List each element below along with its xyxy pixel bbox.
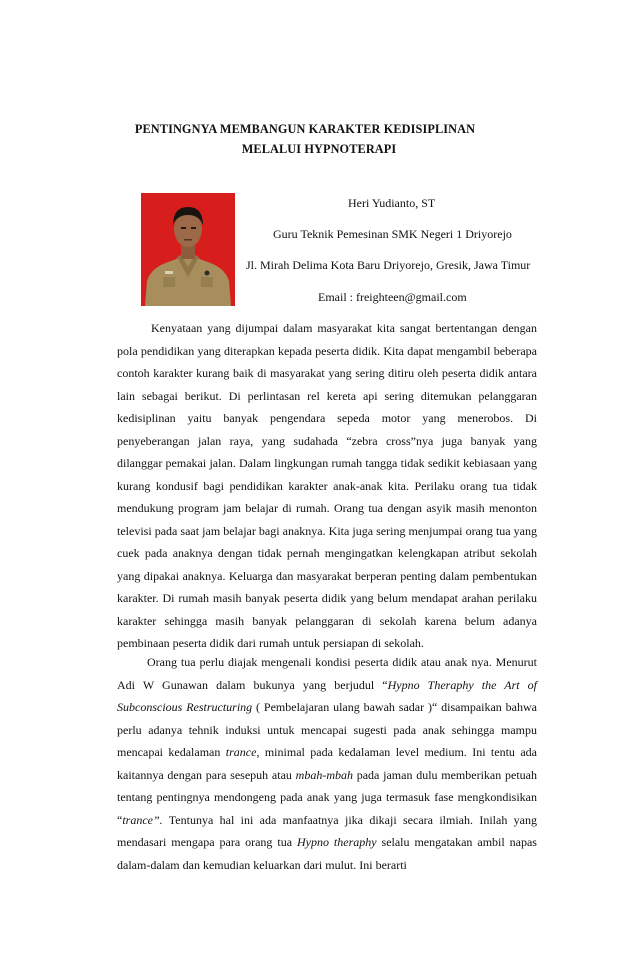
paragraph-2-text: , minimal pada kedalaman level medium. Ini tentu ada kaitannya dengan para sesepuh atau [117,745,537,782]
author-address: Jl. Mirah Delima Kota Baru Driyorejo, Gresik, Jawa Timur [246,258,531,272]
book-title: Hypno Theraphy the Art of Subconscious Restructuring [117,677,537,714]
author-name: Heri Yudianto, ST [348,196,436,210]
term-mbah-mbah: mbah-mbah [295,767,353,782]
paragraph-2-text: Tentunya hal ini ada manfaatnya jika dikaji secara ilmiah. Inilah yang mendasari mengapa para orang tua [117,812,537,849]
body-paragraph-2 [117,651,537,876]
term-hypno-theraphy: Hypno theraphy [296,835,377,849]
term-trance: trance [225,745,257,759]
paragraph-2-text: selalu mengatakan ambil napas dalam-dalam dan kemudian keluarkan dari mulut. Ini berarti [117,835,537,872]
body-paragraph-1: Kenyataan yang dijumpai dalam masyarakat kita sangat bertentangan dengan pola pendidikan yang diterapkan kepada peserta didik. Kita dapat mengambil beberapa contoh karakter kurang baik di masyarakat yang sering ditiru oleh peserta didik antara lain sebagai berikut. Di perlintasan rel kereta api sering ditemukan pelanggaran kedisiplinan yaitu banyak pengendara sepeda motor yang menerobos. Di penyeberangan jalan raya, yang sudahada “zebra cross”nya juga banyak yang dilanggar pemakai jalan. Dalam lingkungan rumah tangga tidak sedikit kebiasaan yang kurang kondusif bagi pendidikan karakter anak-anak kita. Perilaku orang tua tidak mendukung program jam belajar di rumah. Orang tua dengan asyik masih menonton televisi pada saat jam belajar bagi anaknya. Kita juga sering menjumpai orang tua yang cuek pada anaknya dengan tidak pernah mengingatkan kelengkapan atribut sekolah yang dipakai anaknya. Keluarga dan masyarakat berperan penting dalam pembentukan karakter. Di rumah masih banyak peserta didik yang belum mendapat arahan perilaku karakter sehingga masih banyak pelanggaran di sekolah karena belum adanya pembinaan peserta didik dari rumah untuk persiapan di sekolah. [117,321,537,650]
paragraph-2-text: ( Pembelajaran ulang bawah sadar )“ disampaikan bahwa perlu adanya tehnik induksi untuk mencapai sugesti pada anak sehingga mampu mencapai kedalaman [117,700,537,759]
author-position: Guru Teknik Pemesinan SMK Negeri 1 Driyorejo [273,227,512,241]
author-photo [141,193,235,306]
paragraph-2-text: pada jaman dulu memberikan petuah tentang pentingnya mendongeng pada anak yang juga termasuk fase mengkondisikan “ [117,767,537,827]
author-portrait-image [141,193,235,306]
title-line-1: PENTINGNYA MEMBANGUN KARAKTER KEDISIPLINAN [134,122,476,136]
term-trance-quoted: trance”. [122,812,163,827]
title-line-2: MELALUI HYPNOTERAPI [241,142,397,156]
paragraph-2-text: Orang tua perlu diajak mengenali kondisi peserta didik atau anak nya. Menurut Adi W Gunawan dalam bukunya yang berjudul “ [117,655,537,692]
author-email: Email : freighteen@gmail.com [318,290,467,304]
